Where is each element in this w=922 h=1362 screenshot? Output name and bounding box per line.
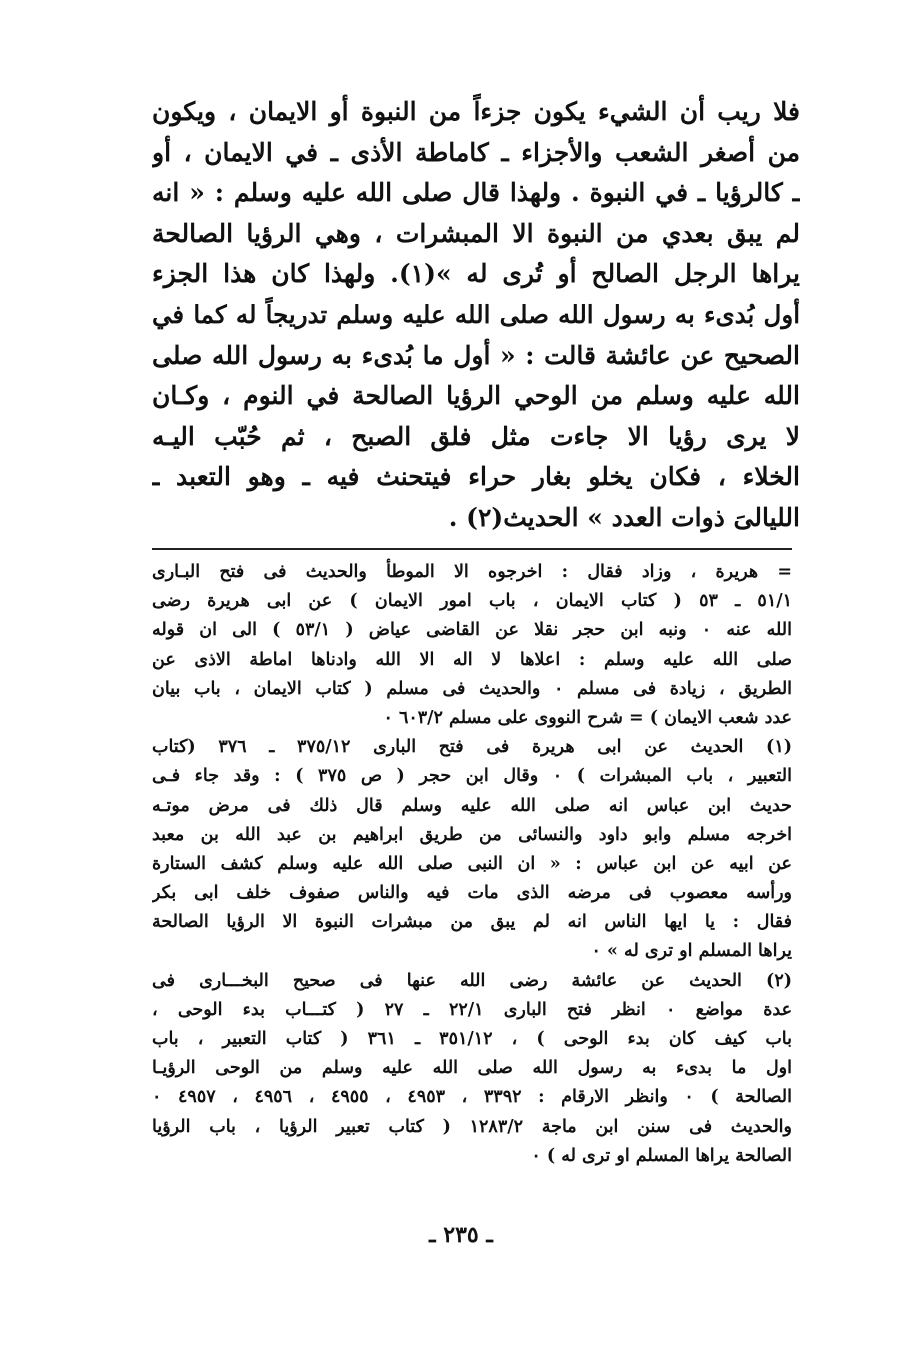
footnote-line: اخرجه مسلم وابو داود والنسائى من طريق ابراهيم بن عبد الله بن معبد	[152, 824, 792, 845]
main-line: ـ كالرؤيا ـ في النبوة . ولهذا قال صلى الله عليه وسلم : « انه	[152, 178, 800, 208]
footnote-line: ورأسه معصوب فى مرضه الذى مات فيه والناس صفوف خلف ابى بكر	[152, 883, 792, 904]
main-line: لم يبق بعدي من النبوة الا المبشرات ، وهي الرؤيا الصالحة	[152, 218, 800, 248]
main-line: الخلاء ، فكان يخلو بغار حراء فيتحنث فيه ـ وهو التعبد ـ	[152, 462, 800, 492]
footnotes	[152, 558, 792, 1171]
main-text	[152, 92, 800, 539]
footnote-line: اول ما بدىء به رسول الله صلى الله عليه وسلم من الوحى الرؤيـا	[152, 1058, 792, 1079]
main-line: لا يرى رؤيا الا جاءت مثل فلق الصبح ، ثم حُبّب اليـه	[152, 421, 800, 451]
main-line: فلا ريب أن الشيء يكون جزءاً من النبوة أو الايمان ، ويكون	[152, 97, 800, 126]
footnote-line: الطريق ، زيادة فى مسلم ٠ والحديث فى مسلم ( كتاب الايمان ، باب بيان	[152, 678, 792, 699]
page-number: ـ ٢٣٥ ـ	[429, 1222, 493, 1248]
footnote-line: ٥١/١ ـ ٥٣ ( كتاب الايمان ، باب امور الايمان ) عن ابى هريرة رضى	[152, 591, 792, 612]
footnote-line: عن ابيه عن ابن عباس : « ان النبى صلى الله عليه وسلم كشف الستارة	[152, 853, 792, 874]
main-line: الليالىَ ذوات العدد » الحديث(٢) .	[448, 502, 800, 532]
footnote-line: عدة مواضع ٠ انظر فتح البارى ٢٢/١ ـ ٢٧ ( كتـــاب بدء الوحى ،	[152, 999, 792, 1020]
footnote-line: = هريرة ، وزاد فقال : اخرجوه الا الموطأ والحديث فى فتح البـارى	[152, 562, 792, 582]
main-line: أول بُدىء به رسول الله صلى الله عليه وسلم تدريجاً له كما في	[152, 299, 800, 329]
footnote-line: والحديث فى سنن ابن ماجة ١٢٨٣/٢ ( كتاب تعبير الرؤيا ، باب الرؤيا	[152, 1116, 792, 1137]
main-line: من أصغر الشعب والأجزاء ـ كاماطة الأذى ـ في الايمان ، أو	[152, 137, 800, 167]
footnote-line: التعبير ، باب المبشرات ) ٠ وقال ابن حجر ( ص ٣٧٥ ) : وقد جاء فـى	[152, 766, 792, 787]
main-line: يراها الرجل الصالح أو تُرى له »(١). ولهذا كان هذا الجزء	[152, 259, 800, 289]
main-line: الله عليه وسلم من الوحي الرؤيا الصالحة في النوم ، وكـان	[152, 381, 800, 411]
footnote-line: (١) الحديث عن ابى هريرة فى فتح البارى ٣٧٥/١٢ ـ ٣٧٦ (كتاب	[152, 737, 792, 758]
footnote-line: (٢) الحديث عن عائشة رضى الله عنها فى صحيح البخـــارى فى	[152, 970, 792, 991]
footnote-line: حديث ابن عباس انه صلى الله عليه وسلم قال ذلك فى مرض موتـه	[152, 795, 792, 816]
footnote-line: يراها المسلم او ترى له » ٠	[591, 941, 792, 962]
footnote-line: فقال : يا ايها الناس انه لم يبق من مبشرات النبوة الا الرؤيا الصالحة	[152, 912, 792, 933]
footnote-line: الصالحة ) ٠ وانظر الارقام : ٣٣٩٢ ، ٤٩٥٣ ، ٤٩٥٥ ، ٤٩٥٦ ، ٤٩٥٧ ٠	[152, 1087, 792, 1108]
footnote-divider	[152, 548, 792, 550]
footnote-line: الصالحة يراها المسلم او ترى له ) ٠	[531, 1145, 792, 1166]
footnote-line: عدد شعب الايمان ) = شرح النووى على مسلم ٦٠٣/٢ ٠	[383, 707, 792, 728]
footnote-line: الله عنه ٠ ونبه ابن حجر نقلا عن القاضى عياض ( ٥٣/١ ) الى ان قوله	[152, 620, 792, 641]
main-line: الصحيح عن عائشة قالت : « أول ما بُدىء به رسول الله صلى	[152, 340, 800, 370]
footnote-line: صلى الله عليه وسلم : اعلاها لا اله الا الله وادناها اماطة الاذى عن	[152, 649, 792, 670]
footnote-line: باب كيف كان بدء الوحى ) ، ٣٥١/١٢ ـ ٣٦١ ( كتاب التعبير ، باب	[152, 1029, 792, 1049]
